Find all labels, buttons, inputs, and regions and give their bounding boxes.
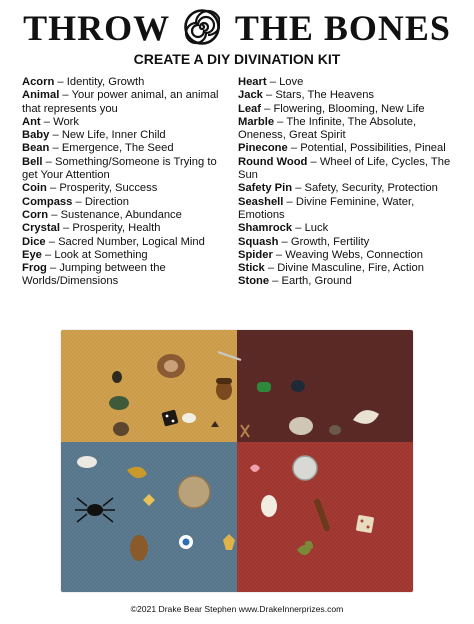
page-subtitle: CREATE A DIY DIVINATION KIT [133,51,341,67]
entry-stick [238,262,460,275]
entry-separator: – [59,222,73,235]
entry-meaning: Your power animal, an animal that represents you [22,89,219,115]
entry-seashell [238,196,460,223]
entry-term: Spider [238,248,273,261]
marble-object [112,371,122,383]
entry-term: Acorn [22,76,55,88]
coin-large-object [178,476,210,508]
entry-meaning: Stars, The Heavens [275,89,375,102]
entry-separator: – [49,129,62,142]
entry-meaning: New Life, Inner Child [61,129,166,142]
entry-eye [22,249,234,262]
entry-term: Frog [22,262,47,275]
round-wood-object [157,354,185,378]
dice-red-object [356,515,375,534]
entry-meaning: Earth, Ground [281,275,352,288]
entry-separator: – [264,262,278,275]
entry-term: Squash [238,235,279,248]
stone-object [291,380,305,392]
entry-leaf [238,103,460,116]
entry-term: Stick [238,262,265,275]
entry-term: Animal [22,89,60,102]
entry-meaning: Growth, Fertility [290,235,370,248]
entry-heart [238,76,460,89]
entry-meaning: Love [279,76,304,88]
entry-corn [22,209,234,222]
entry-separator: – [72,195,85,208]
entry-bean [22,142,234,155]
entry-meaning: The Infinite, The Absolute, Oneness, Great Spirit [238,115,417,142]
entry-meaning: Divine Masculine, Fire, Action [277,262,424,275]
entry-term: Leaf [238,102,262,115]
entry-meaning: Work [53,115,79,128]
entry-separator: – [46,182,60,195]
entry-separator: – [49,142,62,155]
entry-shamrock [238,222,460,235]
entry-separator: – [42,155,55,168]
entry-term: Bean [22,142,50,155]
entry-dice [22,236,234,249]
entry-meaning: Identity, Growth [66,76,145,88]
entry-term: Stone [238,275,270,288]
entry-separator: – [272,248,286,261]
entry-meaning: Weaving Webs, Connection [285,248,423,261]
entry-meaning: Direction [84,195,129,208]
entry-compass [22,196,234,209]
entry-bell [22,156,234,183]
entry-separator: – [292,182,305,195]
entry-meaning: Potential, Possibilities, Pineal [300,142,446,155]
entry-animal [22,89,234,116]
divination-kit-photo [61,330,413,592]
entry-separator: – [287,142,301,155]
entry-meaning: Divine Feminine, Water, Emotions [238,195,415,221]
entry-ant [22,116,234,129]
entry-term: Seashell [238,195,284,208]
title-left: THROW [23,8,170,48]
entry-meaning: Something/Someone is Trying to get Your Attention [22,155,217,182]
acorn-object [216,378,232,400]
entry-term: Pinecone [238,142,288,155]
entry-meaning: Flowering, Blooming, New Life [273,102,425,115]
pebble-object [329,425,341,435]
right-column [238,76,460,289]
entry-term: Heart [238,76,267,88]
entry-term: Marble [238,115,275,128]
entry-term: Bell [22,155,43,168]
entry-round-wood [238,156,460,183]
entry-jack [238,89,460,102]
entry-frog [22,262,234,289]
entry-meaning: Prosperity, Health [72,222,161,235]
entry-separator: – [278,235,291,248]
entry-term: Shamrock [238,222,293,235]
spiral-icon [184,9,220,45]
entry-meaning: Emergence, The Seed [61,142,174,155]
entry-term: Baby [22,129,50,142]
entry-term: Eye [22,248,42,261]
entry-term: Round Wood [238,155,308,168]
left-column [22,76,234,289]
silver-coin-object [293,456,317,480]
entry-separator: – [262,89,276,102]
copyright-credit: ©2021 Drake Bear Stephen www.DrakeInnerprizes.com [130,604,344,614]
entry-coin [22,182,234,195]
entry-crystal [22,222,234,235]
entry-meaning: Sacred Number, Logical Mind [58,235,205,248]
entry-term: Compass [22,195,73,208]
pinecone-object [130,535,148,561]
entry-separator: – [41,248,55,261]
entry-separator: – [48,208,61,221]
frog-object [257,382,271,392]
entry-separator: – [266,76,280,88]
entry-pinecone [238,142,460,155]
entry-meaning: Luck [304,222,329,235]
entry-term: Ant [22,115,41,128]
entry-separator: – [59,89,72,102]
entry-baby [22,129,234,142]
entry-separator: – [274,115,287,128]
coin-object [113,422,129,436]
stone-light-object [289,417,313,435]
entry-spider [238,249,460,262]
entry-marble [238,116,460,143]
entry-separator: – [261,102,274,115]
entry-safety-pin [238,182,460,195]
entry-meaning: Wheel of Life, Cycles, The Sun [238,155,451,182]
entry-stone [238,275,460,288]
entry-meaning: Prosperity, Success [59,182,158,195]
entry-separator: – [40,115,54,128]
entry-meaning: Safety, Security, Protection [304,182,438,195]
entry-separator: – [46,262,60,275]
entry-term: Crystal [22,222,60,235]
entry-meaning: Sustenance, Abundance [60,208,182,221]
entry-separator: – [54,76,67,88]
entry-separator: – [292,222,305,235]
entry-term: Coin [22,182,47,195]
entry-separator: – [283,195,296,208]
entry-term: Corn [22,208,49,221]
entry-term: Jack [238,89,263,102]
shell-small-object [77,456,97,468]
title-right: THE BONES [234,8,451,48]
bean-object [109,396,129,410]
page-title [0,8,474,48]
entry-meaning: Look at Something [54,248,148,261]
bean-white-object [261,495,277,517]
entry-term: Dice [22,235,46,248]
entry-separator: – [307,155,320,168]
entry-separator: – [45,235,59,248]
entry-meaning: Jumping between the Worlds/Dimensions [22,262,166,288]
entry-term: Safety Pin [238,182,293,195]
seashell-object [182,413,196,423]
entry-squash [238,236,460,249]
entry-acorn [22,76,234,89]
entry-separator: – [269,275,282,288]
